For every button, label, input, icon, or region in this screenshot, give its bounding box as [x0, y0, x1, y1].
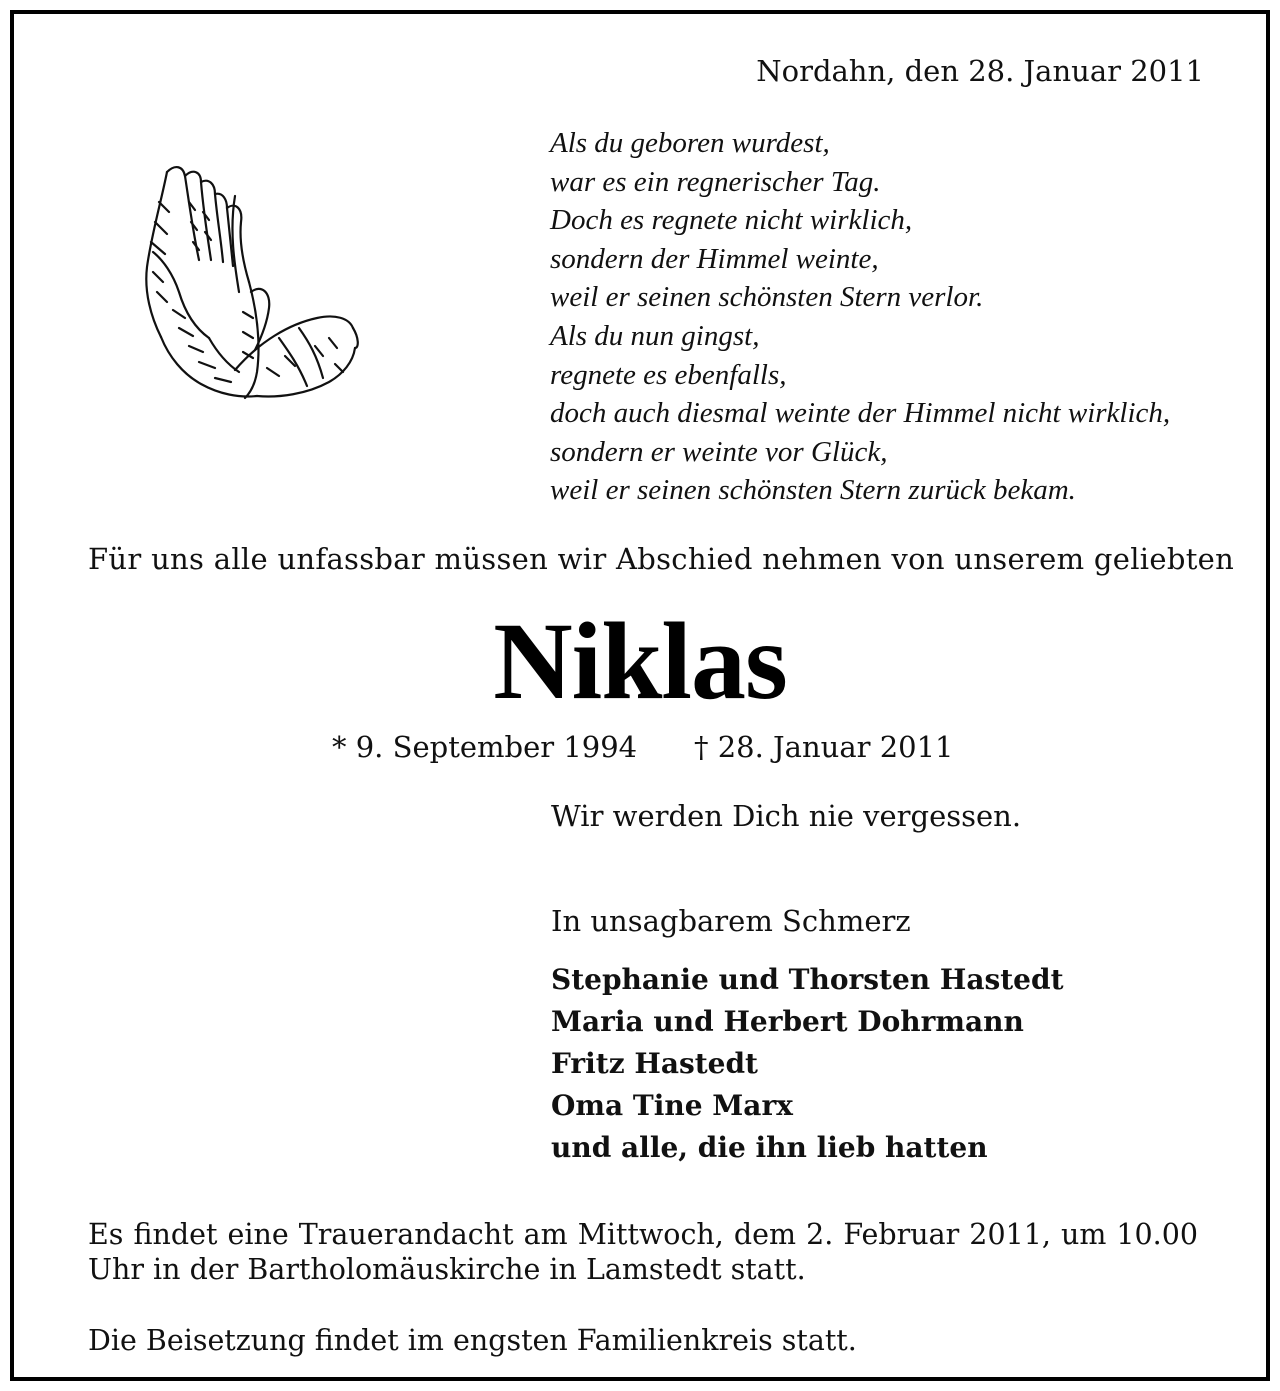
poem-line: weil er seinen schönsten Stern verlor.: [550, 281, 984, 314]
service-info: Es findet eine Trauerandacht am Mittwoch, dem 2. Februar 2011, um 10.00 Uhr in der Bartholomäuskirche in Lamstedt statt.: [88, 1218, 1198, 1286]
farewell-text: Wir werden Dich nie vergessen.: [551, 799, 1022, 833]
poem-line: Doch es regnete nicht wirklich,: [550, 204, 913, 237]
poem-line: sondern er weinte vor Glück,: [550, 435, 888, 468]
poem: [550, 124, 1170, 510]
obituary-notice: [10, 10, 1270, 1381]
birth-date: * 9. September 1994: [332, 730, 638, 764]
poem-line: Als du nun gingst,: [550, 319, 760, 352]
poem-line: weil er seinen schönsten Stern zurück bekam.: [550, 474, 1076, 507]
intro-text: Für uns alle unfassbar müssen wir Abschied nehmen von unserem geliebten: [88, 542, 1235, 576]
praying-hands-icon: [139, 142, 359, 407]
mourners-list: [551, 959, 1064, 1169]
poem-line: war es ein regnerischer Tag.: [550, 165, 881, 198]
mourner-name: und alle, die ihn lieb hatten: [551, 1131, 988, 1164]
mourner-name: Oma Tine Marx: [551, 1089, 793, 1122]
poem-line: regnete es ebenfalls,: [550, 358, 787, 391]
death-date: † 28. Januar 2011: [694, 730, 954, 764]
mourner-name: Fritz Hastedt: [551, 1047, 758, 1080]
mourner-name: Maria und Herbert Dohrmann: [551, 1005, 1024, 1038]
mourner-name: Stephanie und Thorsten Hastedt: [551, 963, 1064, 996]
poem-line: Als du geboren wurdest,: [550, 127, 830, 159]
poem-line: sondern der Himmel weinte,: [550, 242, 879, 275]
place-date: Nordahn, den 28. Januar 2011: [756, 54, 1204, 88]
burial-info: Die Beisetzung findet im engsten Familienkreis statt.: [88, 1324, 857, 1357]
poem-line: doch auch diesmal weinte der Himmel nicht wirklich,: [550, 397, 1171, 430]
deceased-name: Niklas: [493, 600, 787, 722]
sorrow-text: In unsagbarem Schmerz: [551, 904, 911, 938]
